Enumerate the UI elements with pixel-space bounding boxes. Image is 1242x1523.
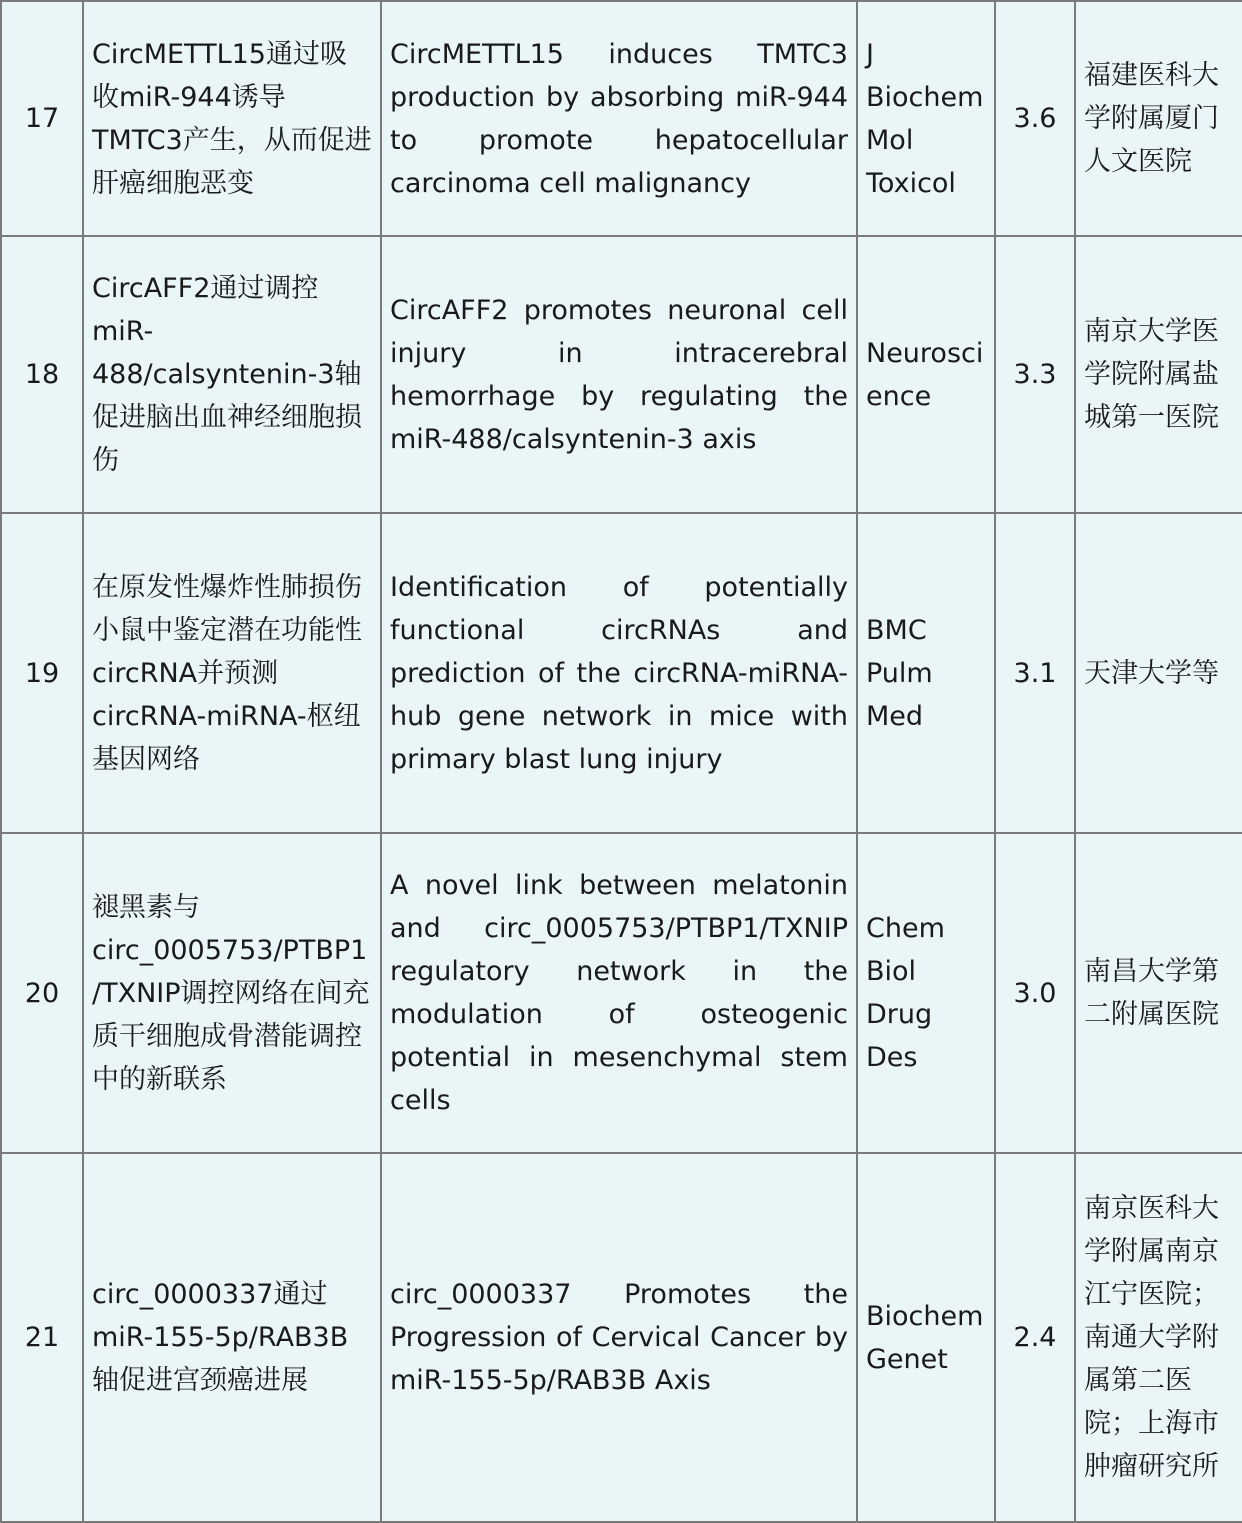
impact-factor: 3.0 — [995, 833, 1075, 1153]
chinese-title: 在原发性爆炸性肺损伤小鼠中鉴定潜在功能性circRNA并预测circRNA-miRNA-枢纽基因网络 — [83, 513, 381, 833]
chinese-title: circ_0000337通过miR-155-5p/RAB3B轴促进宫颈癌进展 — [83, 1153, 381, 1522]
table-row — [1, 513, 1242, 833]
table-row — [1, 1, 1242, 236]
impact-factor: 2.4 — [995, 1153, 1075, 1522]
impact-factor: 3.3 — [995, 236, 1075, 513]
journal-name: Biochem Genet — [857, 1153, 995, 1522]
journal-name: Chem Biol Drug Des — [857, 833, 995, 1153]
english-title: CircAFF2 promotes neuronal cell injury in intracerebral hemorrhage by regulating the miR-488/calsyntenin-3 axis — [381, 236, 857, 513]
institution: 南京医科大学附属南京江宁医院；南通大学附属第二医院；上海市肿瘤研究所 — [1075, 1153, 1242, 1522]
chinese-title: CircMETTL15通过吸收miR-944诱导TMTC3产生，从而促进肝癌细胞恶变 — [83, 1, 381, 236]
table-row — [1, 1153, 1242, 1522]
row-number: 18 — [1, 236, 83, 513]
table-row — [1, 236, 1242, 513]
english-title: A novel link between melatonin and circ_0005753/PTBP1/TXNIP regulatory network in the modulation of osteogenic potential in mesenchymal stem cells — [381, 833, 857, 1153]
journal-name: BMC Pulm Med — [857, 513, 995, 833]
english-title: circ_0000337 Promotes the Progression of Cervical Cancer by miR-155-5p/RAB3B Axis — [381, 1153, 857, 1522]
journal-name: J Biochem Mol Toxicol — [857, 1, 995, 236]
institution: 福建医科大学附属厦门人文医院 — [1075, 1, 1242, 236]
journal-name: Neuroscience — [857, 236, 995, 513]
row-number: 17 — [1, 1, 83, 236]
english-title: Identification of potentially functional circRNAs and prediction of the circRNA-miRNA-hub gene network in mice with primary blast lung injury — [381, 513, 857, 833]
chinese-title: CircAFF2通过调控miR-488/calsyntenin-3轴促进脑出血神经细胞损伤 — [83, 236, 381, 513]
chinese-title: 褪黑素与circ_0005753/PTBP1/TXNIP调控网络在间充质干细胞成骨潜能调控中的新联系 — [83, 833, 381, 1153]
english-title: CircMETTL15 induces TMTC3 production by absorbing miR-944 to promote hepatocellular carcinoma cell malignancy — [381, 1, 857, 236]
institution: 南昌大学第二附属医院 — [1075, 833, 1242, 1153]
institution: 天津大学等 — [1075, 513, 1242, 833]
row-number: 19 — [1, 513, 83, 833]
impact-factor: 3.1 — [995, 513, 1075, 833]
row-number: 21 — [1, 1153, 83, 1522]
table-row — [1, 833, 1242, 1153]
impact-factor: 3.6 — [995, 1, 1075, 236]
institution: 南京大学医学院附属盐城第一医院 — [1075, 236, 1242, 513]
row-number: 20 — [1, 833, 83, 1153]
